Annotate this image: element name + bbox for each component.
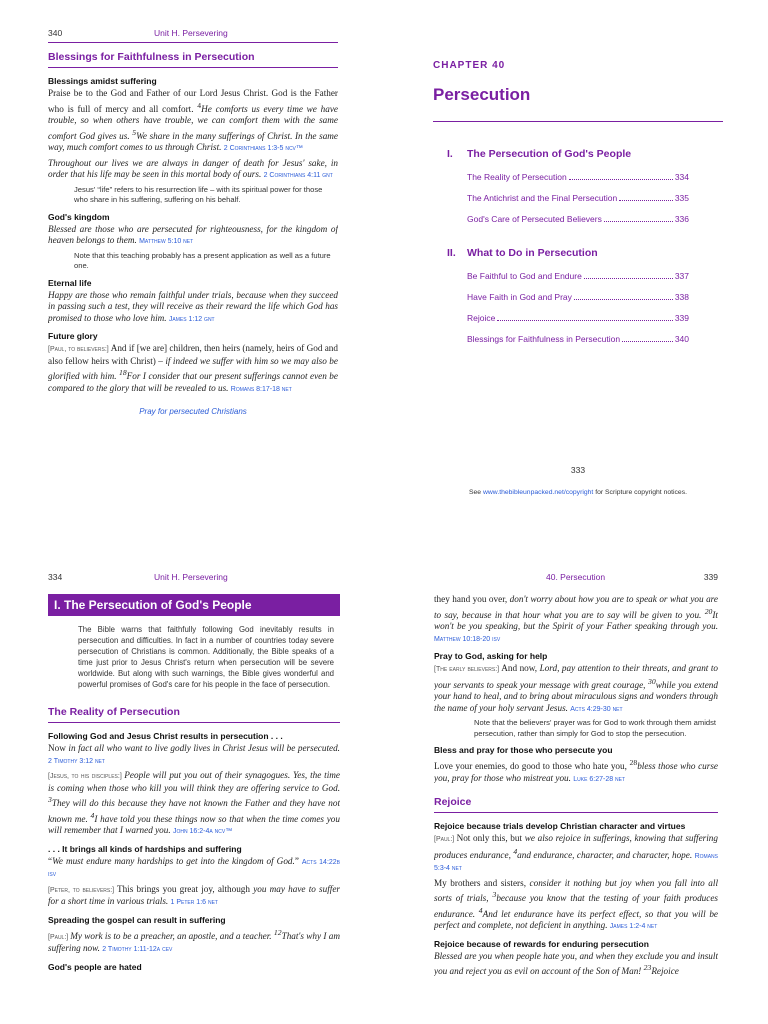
subheading: Bless and pray for those who persecute you [434, 745, 613, 756]
speaker-label: [The early believers:] [434, 666, 502, 674]
dot-leader [604, 221, 673, 222]
table-of-contents [433, 148, 723, 349]
dot-leader [497, 320, 672, 321]
content-blocks [48, 731, 340, 972]
verse-text: Happy are those who remain faithful under trials, because when they succeed in passing such a test, they will receive as their reward the life which God has promised to those who love him. [48, 289, 338, 323]
toc-item[interactable] [467, 187, 689, 208]
verse-text: People will put you out of their synagogues. Yes, the time is coming when those who kill you will think they are offering service to God. $^3$They will do this because they have not known the Father and they have not known me. $^4$I have told you these things now so that when the time comes you will remember that I warned you. [48, 770, 340, 836]
subheading: Following God and Jesus Christ results in persecution . . . [48, 731, 283, 741]
section-heading-bar: I. The Persecution of God's People [48, 594, 340, 616]
scripture-verse [48, 743, 340, 767]
verse-text: And now, Lord, pay attention to their threats, and grant to your servants to speak your message with great courage, $^{30}$while you extend your hand to heal, and to bring about miraculous signs and wonders through the name of your holy servant Jesus. [434, 663, 718, 713]
toc-item-label: Be Faithful to God and Endure [467, 270, 582, 281]
page-number: 334 [48, 572, 63, 582]
subheading: Rejoice because trials develop Christian character and virtues [434, 821, 686, 832]
dot-leader [569, 179, 673, 180]
running-title: Unit H. Persevering [154, 28, 228, 38]
running-title: Unit H. Persevering [154, 572, 228, 582]
running-header [48, 28, 338, 43]
dot-leader [619, 200, 673, 201]
scripture-reference[interactable]: Romans 8:17-18 net [230, 385, 292, 393]
toc-item[interactable] [467, 328, 689, 349]
scripture-verse [48, 224, 338, 248]
toc-item[interactable] [467, 265, 689, 286]
verse-text: My brothers and sisters, consider it nothing but joy when you fall into all sorts of trials, $^3$because you know that the testing of your faith produces endurance. $^4$And let endurance have its perfect effect, so that you will be perfect and complete, not deficient in anything. [434, 877, 718, 931]
running-header [434, 572, 718, 586]
subheading: Future glory [48, 331, 98, 342]
subheading: Eternal life [48, 277, 92, 288]
toc-item[interactable] [467, 208, 689, 229]
verse-text: “We must endure many hardships to get into the kingdom of God.” [48, 855, 299, 866]
verse-text: Not only this, but we also rejoice in sufferings, knowing that suffering produces endurance, $^4$and endurance, character, and character, hope. [434, 833, 718, 860]
roman-numeral: I. [447, 148, 453, 160]
dot-leader [622, 341, 673, 342]
subheading: God's kingdom [48, 211, 110, 222]
verse-text: Praise be to the God and Father of our Lord Jesus Christ. God is the Father who is full of mercy and all comfort. $^4$He comforts us every time we have trouble, so when others have trouble, we can comfort them with the same comfort God gives us. $^5$We share in the many sufferings of Christ. In the same way, much comfort comes to us through Christ. [48, 88, 338, 153]
copyright-prefix: See [468, 489, 482, 496]
toc-item[interactable] [467, 166, 689, 187]
toc-item-label: Rejoice [467, 312, 496, 323]
toc-item-page: 335 [674, 192, 689, 203]
toc-item-page: 337 [674, 270, 689, 281]
verse-text: Love your enemies, do good to those who hate you, $^{28}$bless those who curse you, pray for those who mistreat you. [434, 758, 718, 783]
dot-leader [574, 299, 673, 300]
toc-section-heading[interactable] [447, 148, 723, 160]
toc-item-label: The Antichrist and the Final Persecution [467, 192, 618, 203]
scripture-verse [434, 833, 718, 875]
scripture-verse [48, 343, 338, 395]
copyright-suffix: for Scripture copyright notices. [595, 489, 688, 496]
speaker-label: [Paul:] [48, 933, 71, 941]
toc-item-page: 334 [674, 171, 689, 182]
subheading: Blessings amidst suffering [48, 76, 157, 86]
scripture-reference[interactable]: 2 Timothy 1:11-12a cev [102, 946, 173, 954]
scripture-verse [434, 951, 718, 978]
page-number: 333 [570, 465, 586, 475]
scripture-reference[interactable]: 2 Corinthians 4:11 gnt [263, 172, 333, 180]
speaker-label: [Paul:] [434, 836, 457, 844]
scripture-verse [434, 594, 718, 645]
scripture-reference[interactable]: Luke 6:27-28 net [573, 775, 626, 783]
toc-section-heading[interactable] [447, 247, 723, 259]
chapter-label: CHAPTER 40 [433, 60, 506, 71]
verse-text: they hand you over, don't worry about how you are to speak or what you are to say, because in that hour what you are to say will be given to you. $^{20}$It won't be you speaking, but the Spirit of your Father speaking through you. [434, 594, 718, 632]
speaker-label: [Jesus, to his disciples:] [48, 773, 125, 780]
verse-text: This brings you great joy, although you may have to suffer for a short time in various trials. [48, 883, 340, 907]
scripture-verse [48, 927, 340, 956]
chapter-title-page [433, 60, 723, 520]
page-340 [48, 28, 338, 508]
scripture-verse [434, 757, 718, 785]
speaker-label: [Paul, to believers:] [48, 346, 111, 354]
verse-text: And if [we are] children, then heirs (namely, heirs of God and also fellow heirs with Christ) – if indeed we suffer with him so we may also be glorified with him. $^{18}$For I consider that our present sufferings cannot even be compared to the glory that will be revealed to us. [48, 343, 338, 393]
toc-item-page: 336 [674, 213, 689, 224]
copyright-notice [433, 489, 723, 496]
subheading: God's people are hated [48, 961, 142, 972]
scripture-reference[interactable]: Matthew 5:10 net [139, 238, 194, 246]
scripture-verse [48, 884, 340, 909]
intro-paragraph: The Bible warns that faithfully following God inevitably results in persecution and difficulties. In fact in a number of countries today severe persecution of Christians is common. Additionally, the Bible speaks of a time just prior to Jesus Christ's return when persecution will be severe worldwide. But along with such warnings, the Bible gives wonderful and powerful promises of God's care for his people in the face of persecution. [78, 625, 334, 689]
scripture-reference[interactable]: Matthew 10:18-20 isv [434, 635, 501, 643]
scripture-reference[interactable]: John 16:2-4a ncv™ [172, 828, 233, 836]
scripture-verse [434, 878, 718, 933]
content-blocks [434, 594, 718, 978]
section-title: Blessings for Faithfulness in Persecution [48, 43, 338, 68]
subheading: Pray to God, asking for help [434, 651, 548, 662]
roman-numeral: II. [447, 247, 456, 259]
verse-text: My work is to be a preacher, an apostle, and a teacher. $^{12}$That's why I am suffering now. [48, 927, 340, 954]
speaker-label: [Peter, to believers:] [48, 886, 117, 894]
scripture-verse [48, 158, 338, 182]
scripture-reference[interactable]: James 1:12 gnt [168, 315, 215, 323]
verse-text: Blessed are you when people hate you, and when they exclude you and insult you and reject you as evil on account of the Son of Man! $^{23}$Rejoice [434, 950, 718, 977]
toc-item-label: The Reality of Persecution [467, 171, 567, 182]
running-header [48, 572, 340, 586]
running-title: 40. Persecution [546, 572, 606, 582]
toc-item-label: God's Care of Persecuted Believers [467, 213, 602, 224]
verse-text: Throughout our lives we are always in danger of death for Jesus' sake, in order that his life may be seen in this mortal body of ours. [48, 157, 338, 180]
toc-item-label: Have Faith in God and Pray [467, 291, 572, 302]
page-334 [48, 572, 340, 1024]
scripture-reference[interactable]: James 1:2-4 net [609, 923, 658, 931]
scripture-verse [48, 856, 340, 881]
subheading: Spreading the gospel can result in suffering [48, 914, 226, 925]
verse-text: Blessed are those who are persecuted for righteousness, for the kingdom of heaven belongs to them. [48, 223, 338, 246]
section-title: The Reality of Persecution [48, 698, 340, 723]
toc-heading-label: The Persecution of God's People [467, 148, 632, 160]
toc-item-page: 340 [674, 333, 689, 344]
commentary-note: Jesus' “life” refers to his resurrection life – with its spiritual power for those who share in his suffering, suffering on his behalf. [74, 184, 323, 205]
scripture-reference[interactable]: Acts 14:22b isv [48, 858, 340, 879]
subheading: Rejoice because of rewards for enduring persecution [434, 938, 649, 949]
pray-link[interactable]: Pray for persecuted Christians [139, 407, 247, 417]
scripture-reference[interactable]: 1 Peter 1:6 net [170, 899, 218, 907]
scripture-verse [48, 290, 338, 326]
toc-item-page: 339 [674, 312, 689, 323]
chapter-title: Persecution [433, 85, 723, 122]
toc-heading-label: What to Do in Persecution [467, 247, 598, 259]
scripture-reference[interactable]: 2 Corinthians 1:3-5 ncv™ [223, 145, 303, 153]
scripture-reference[interactable]: 2 Timothy 3:12 net [48, 757, 105, 765]
scripture-verse [48, 88, 338, 155]
section-title: Rejoice [434, 788, 718, 813]
copyright-link[interactable]: www.thebibleunpacked.net/copyright [482, 489, 594, 496]
commentary-note: Note that the believers' prayer was for God to work through them amidst persecution, rather than simply for God to stop the persecution. [474, 718, 717, 738]
toc-item-label: Blessings for Faithfulness in Persecution [467, 333, 621, 344]
scripture-verse [434, 663, 718, 715]
scripture-reference[interactable]: Romans 5:3-4 net [434, 852, 718, 873]
toc-item[interactable] [467, 307, 689, 328]
page-number: 339 [703, 572, 718, 582]
verse-text: Now in fact all who want to live godly lives in Christ Jesus will be persecuted. [48, 743, 340, 753]
scripture-reference[interactable]: Acts 4:29-30 net [570, 705, 623, 713]
scripture-verse [48, 770, 340, 838]
page-339 [434, 572, 718, 1024]
content-blocks [48, 76, 338, 395]
toc-item-page: 338 [674, 291, 689, 302]
commentary-note: Note that this teaching probably has a present application as well as a future one. [74, 250, 331, 271]
toc-item[interactable] [467, 286, 689, 307]
dot-leader [584, 278, 673, 279]
page-number: 340 [48, 28, 63, 38]
subheading: . . . It brings all kinds of hardships and suffering [48, 843, 242, 854]
